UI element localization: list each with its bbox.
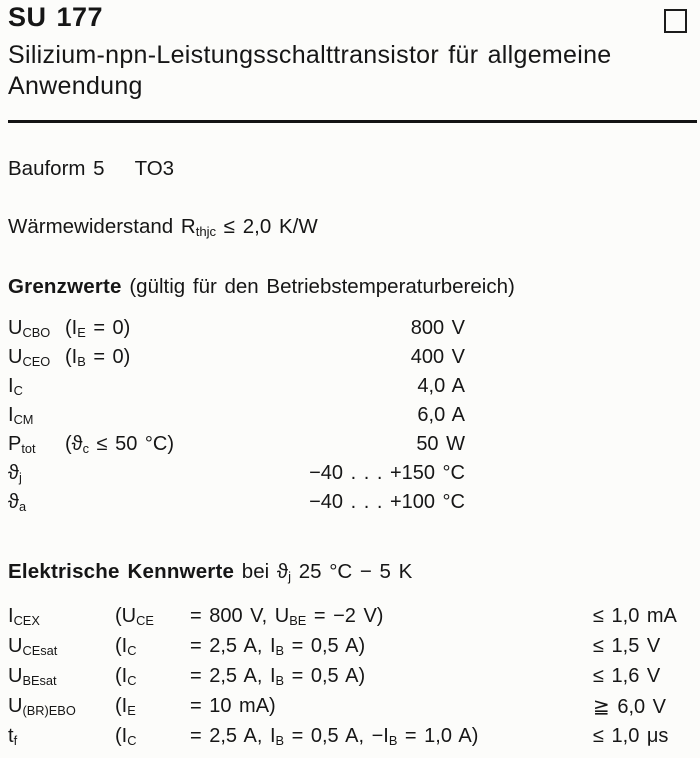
grenzwerte-title: Grenzwerte: [8, 275, 122, 298]
thermal-resistance-line: Wärmewiderstand Rthjc ≤ 2,0 K/W: [8, 215, 318, 240]
table-row: [8, 343, 465, 372]
param-symbol: ICEX: [8, 604, 40, 628]
table-row: [8, 459, 465, 488]
table-row: [8, 691, 692, 721]
kennwerte-title-rest: bei ϑj 25 °C − 5 K: [234, 560, 413, 585]
corner-box-icon: [664, 9, 687, 33]
limit-value: ≤ 1,5 V: [593, 634, 661, 657]
page-subtitle: Silizium-npn-Leistungsschalttransistor für allgemeine Anwendung: [8, 41, 612, 100]
page-title: SU 177: [8, 2, 104, 32]
table-row: [8, 631, 692, 661]
condition-open: (IC: [115, 634, 137, 658]
package-line: [8, 157, 174, 181]
divider-rule: [8, 120, 697, 123]
param-value: 50 W: [416, 433, 465, 455]
param-value: 6,0 A: [417, 404, 465, 426]
kennwerte-table: [8, 601, 692, 751]
param-symbol: UCBO: [8, 317, 51, 341]
condition-values: = 2,5 A, IB = 0,5 A): [190, 634, 366, 658]
limit-value: ≧ 6,0 V: [593, 695, 667, 718]
param-condition: (IE = 0): [65, 317, 131, 341]
param-condition: (ϑc ≤ 50 °C): [65, 433, 175, 457]
kennwerte-heading: [8, 560, 412, 584]
grenzwerte-table: [8, 314, 465, 517]
table-row: [8, 314, 465, 343]
param-symbol: Ptot: [8, 433, 36, 457]
param-value: −40 . . . +150 °C: [309, 462, 465, 484]
param-symbol: UCEO: [8, 346, 51, 370]
condition-values: = 2,5 A, IB = 0,5 A): [190, 664, 366, 688]
param-value: 4,0 A: [417, 375, 465, 397]
grenzwerte-title-rest: (gültig für den Betriebstemperaturbereich): [121, 275, 515, 298]
table-row: [8, 601, 692, 631]
condition-open: (IE: [115, 694, 136, 718]
param-condition: (IB = 0): [65, 346, 131, 370]
table-row: [8, 372, 465, 401]
condition-values: = 2,5 A, IB = 0,5 A, −IB = 1,0 A): [190, 724, 479, 748]
table-row: [8, 401, 465, 430]
table-row: [8, 488, 465, 517]
table-row: [8, 721, 692, 751]
param-symbol: ICM: [8, 404, 34, 428]
param-value: 800 V: [410, 317, 465, 339]
param-value: −40 . . . +100 °C: [309, 491, 465, 513]
param-symbol: ϑj: [8, 462, 22, 486]
condition-open: (UCE: [115, 604, 154, 628]
param-value: 400 V: [410, 346, 465, 368]
param-symbol: UBEsat: [8, 664, 57, 688]
param-symbol: tf: [8, 724, 18, 748]
param-symbol: ϑa: [8, 491, 27, 515]
kennwerte-title: Elektrische Kennwerte: [8, 560, 235, 583]
condition-values: = 800 V, UBE = −2 V): [190, 604, 384, 628]
package-label: TO3: [134, 157, 175, 180]
table-row: [8, 430, 465, 459]
limit-value: ≤ 1,6 V: [593, 664, 661, 687]
param-symbol: IC: [8, 375, 23, 399]
table-row: [8, 661, 692, 691]
bauform-label: Bauform 5: [8, 157, 105, 180]
param-symbol: UCEsat: [8, 634, 58, 658]
limit-value: ≤ 1,0 μs: [593, 724, 669, 747]
condition-open: (IC: [115, 724, 137, 748]
limit-value: ≤ 1,0 mA: [593, 604, 677, 627]
condition-values: = 10 mA): [190, 694, 276, 717]
param-symbol: U(BR)EBO: [8, 694, 76, 718]
condition-open: (IC: [115, 664, 137, 688]
grenzwerte-heading: [8, 275, 515, 299]
